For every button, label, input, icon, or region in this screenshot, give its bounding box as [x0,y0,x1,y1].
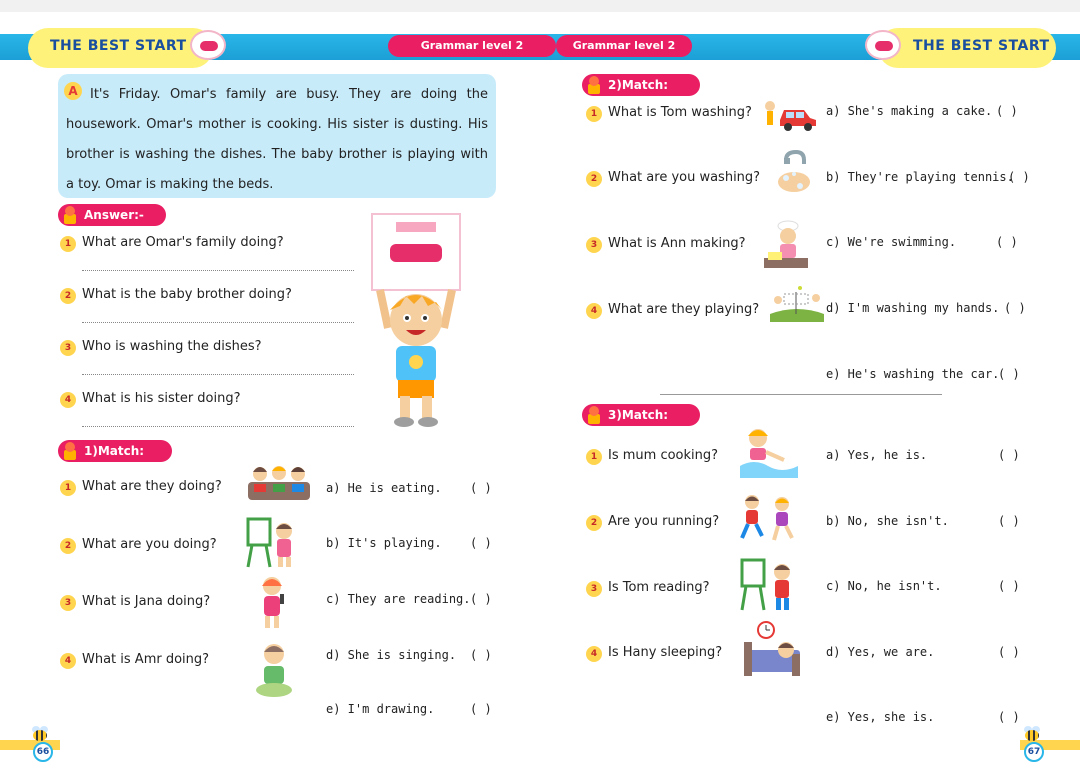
children-running-illustration [738,492,798,544]
match1-section-title [58,440,172,462]
story-box [58,74,496,198]
match1-q3: What is Jana doing? [82,594,211,609]
logo-icon [865,30,901,60]
match2-q4: What are they playing? [608,302,760,317]
match1-answer-c: c) They are reading. [326,592,471,606]
rocket-icon [586,76,602,94]
answer-q3: Who is washing the dishes? [82,339,262,354]
match3-q1-number: 1 [586,449,602,465]
match3-q1: Is mum cooking? [608,448,719,463]
answer-line[interactable] [82,374,354,375]
match3-q3-number: 3 [586,581,602,597]
match1-answer-b: b) It's playing. [326,536,442,550]
match1-title: 1)Match: [84,444,145,458]
match2-q2-number: 2 [586,171,602,187]
match1-q4: What is Amr doing? [82,652,210,667]
match1-q2: What are you doing? [82,537,217,552]
answer-bracket[interactable]: ( ) [470,648,492,662]
answer-bracket[interactable]: ( ) [1004,301,1026,315]
rocket-icon [62,442,78,460]
match1-answer-a: a) He is eating. [326,481,442,495]
children-reading-illustration [246,462,312,502]
boy-washing-car-illustration [764,98,818,132]
match2-q3: What is Ann making? [608,236,746,251]
rocket-icon [62,206,78,224]
answer-bracket[interactable]: ( ) [998,645,1020,659]
match1-q3-number: 3 [60,595,76,611]
answer-line[interactable] [82,322,354,323]
answer-bracket[interactable]: ( ) [996,235,1018,249]
match2-title: 2)Match: [608,78,669,92]
match2-q4-number: 4 [586,303,602,319]
bee-icon [30,726,50,742]
match2-q1: What is Tom washing? [608,105,752,120]
answer-q1-number: 1 [60,236,76,252]
match3-answer-b: b) No, she isn't. [826,514,949,528]
answer-bracket[interactable]: ( ) [1008,170,1030,184]
girl-making-cake-illustration [762,220,810,270]
boy-eating-illustration [252,640,296,700]
brand-title-left: THE BEST START [50,38,187,54]
logo-icon [190,30,226,60]
answer-bracket[interactable]: ( ) [998,514,1020,528]
boy-sleeping-illustration [740,620,804,682]
answer-bracket[interactable]: ( ) [998,367,1020,381]
answer-q1: What are Omar's family doing? [82,235,284,250]
girl-drawing-illustration [246,515,298,569]
grammar-level-right: Grammar level 2 [556,35,692,57]
match3-answer-e: e) Yes, she is. [826,710,935,724]
washing-hands-illustration [772,150,814,196]
match2-answer-e: e) He's washing the car. [826,367,1000,381]
answer-bracket[interactable]: ( ) [998,579,1020,593]
bee-icon [1022,726,1042,742]
story-text: It's Friday. Omar's family are busy. They are doing the housework. Omar's mother is cooking. His sister is dusting. His brother is washing the dishes. The baby brother is playing with a toy. Omar is making the beds. [66,87,488,192]
children-playing-tennis-illustration [770,284,824,322]
page-number-right: 67 [1024,742,1044,762]
page-number-left: 66 [33,742,53,762]
grammar-level-left: Grammar level 2 [388,35,556,57]
answer-bracket[interactable]: ( ) [470,702,492,716]
match2-answer-d: d) I'm washing my hands. [826,301,1000,315]
match3-section-title [582,404,700,426]
answer-line[interactable] [82,270,354,271]
answer-q3-number: 3 [60,340,76,356]
boy-painting-illustration [740,556,796,612]
top-strip [0,0,1080,12]
match3-q4-number: 4 [586,646,602,662]
answer-q4-number: 4 [60,392,76,408]
rocket-icon [586,406,602,424]
answer-bracket[interactable]: ( ) [998,710,1020,724]
match1-q4-number: 4 [60,653,76,669]
woman-swimming-illustration [740,426,798,478]
match1-answer-e: e) I'm drawing. [326,702,435,716]
match1-q1-number: 1 [60,480,76,496]
girl-singing-illustration [252,574,292,630]
match3-answer-a: a) Yes, he is. [826,448,928,462]
answer-section-title [58,204,166,226]
answer-q2-number: 2 [60,288,76,304]
match1-q2-number: 2 [60,538,76,554]
answer-bracket[interactable]: ( ) [470,481,492,495]
answer-line[interactable] [82,426,354,427]
section-divider [660,394,942,395]
match3-q2-number: 2 [586,515,602,531]
match2-q3-number: 3 [586,237,602,253]
answer-title: Answer:- [84,208,144,222]
brand-title-right: THE BEST START [913,38,1050,54]
match3-title: 3)Match: [608,408,669,422]
match1-answer-d: d) She is singing. [326,648,457,662]
answer-q4: What is his sister doing? [82,391,241,406]
match1-q1: What are they doing? [82,479,222,494]
match3-answer-d: d) Yes, we are. [826,645,935,659]
match2-q1-number: 1 [586,106,602,122]
answer-bracket[interactable]: ( ) [470,536,492,550]
answer-q2: What is the baby brother doing? [82,287,292,302]
match2-answer-c: c) We're swimming. [826,235,957,249]
boy-holding-sign-illustration [366,210,466,432]
match3-q2: Are you running? [608,514,720,529]
match3-answer-c: c) No, he isn't. [826,579,942,593]
match2-answer-a: a) She's making a cake. [826,104,993,118]
match2-answer-b: b) They're playing tennis. [826,170,1014,184]
answer-bracket[interactable]: ( ) [470,592,492,606]
match3-q4: Is Hany sleeping? [608,645,723,660]
match3-q3: Is Tom reading? [608,580,710,595]
story-marker: A [64,82,82,100]
answer-bracket[interactable]: ( ) [998,448,1020,462]
answer-bracket[interactable]: ( ) [996,104,1018,118]
match2-q2: What are you washing? [608,170,761,185]
match2-section-title [582,74,700,96]
